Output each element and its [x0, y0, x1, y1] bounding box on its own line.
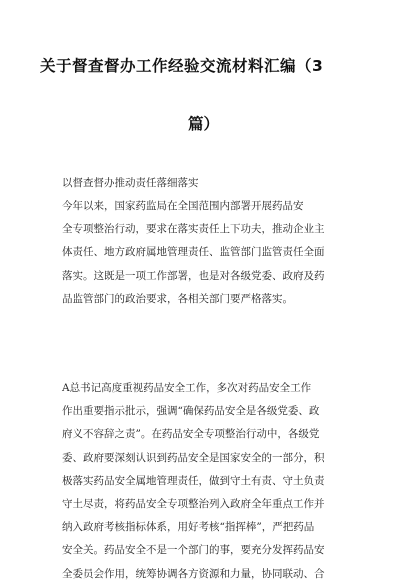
paragraph-line: 品监管部门的政治要求，各相关部门要严格落实。 — [62, 292, 293, 305]
paragraph-line: 委、政府要深刻认识到药品安全是国家安全的一部分，积 — [62, 451, 325, 464]
document-title-continuation: 篇） — [188, 115, 220, 133]
paragraph-line: 作出重要指示批示，强调“确保药品安全是各级党委、政 — [62, 405, 320, 418]
paragraph-line: 安全关。药品安全不是一个部门的事，要充分发挥药品安 — [62, 544, 325, 557]
paragraph-line: 纳入政府考核指标体系，用好考核“指挥棒”，严把药品 — [62, 521, 315, 534]
paragraph-1 — [62, 195, 352, 311]
paragraph-line: 守土尽责，将药品安全专项整治列入政府全年重点工作并 — [62, 497, 325, 510]
paragraph-line: 全委员会作用，统筹协调各方资源和力量，协同联动、合 — [62, 567, 325, 580]
paragraph-line: A总书记高度重视药品安全工作，多次对药品安全工作 — [62, 382, 312, 394]
paragraph-line: 落实。这既是一项工作部署，也是对各级党委、政府及药 — [62, 269, 325, 282]
paragraph-line: 全专项整治行动，要求在落实责任上下功夫，推动企业主 — [62, 223, 325, 236]
paragraph-line: 今年以来，国家药监局在全国范围内部署开展药品安 — [62, 200, 304, 212]
paragraph-line: 极落实药品安全属地管理责任，做到守土有责、守土负责 — [62, 474, 325, 487]
paragraph-2 — [62, 377, 352, 586]
paragraph-line: 府义不容辞之责”。在药品安全专项整治行动中，各级党 — [62, 428, 320, 441]
section-subheading: 以督查督办推动责任落细落实 — [62, 177, 199, 189]
document-title: 关于督查督办工作经验交流材料汇编（3 — [40, 57, 324, 75]
paragraph-line: 体责任、地方政府属地管理责任、监管部门监管责任全面 — [62, 246, 325, 259]
